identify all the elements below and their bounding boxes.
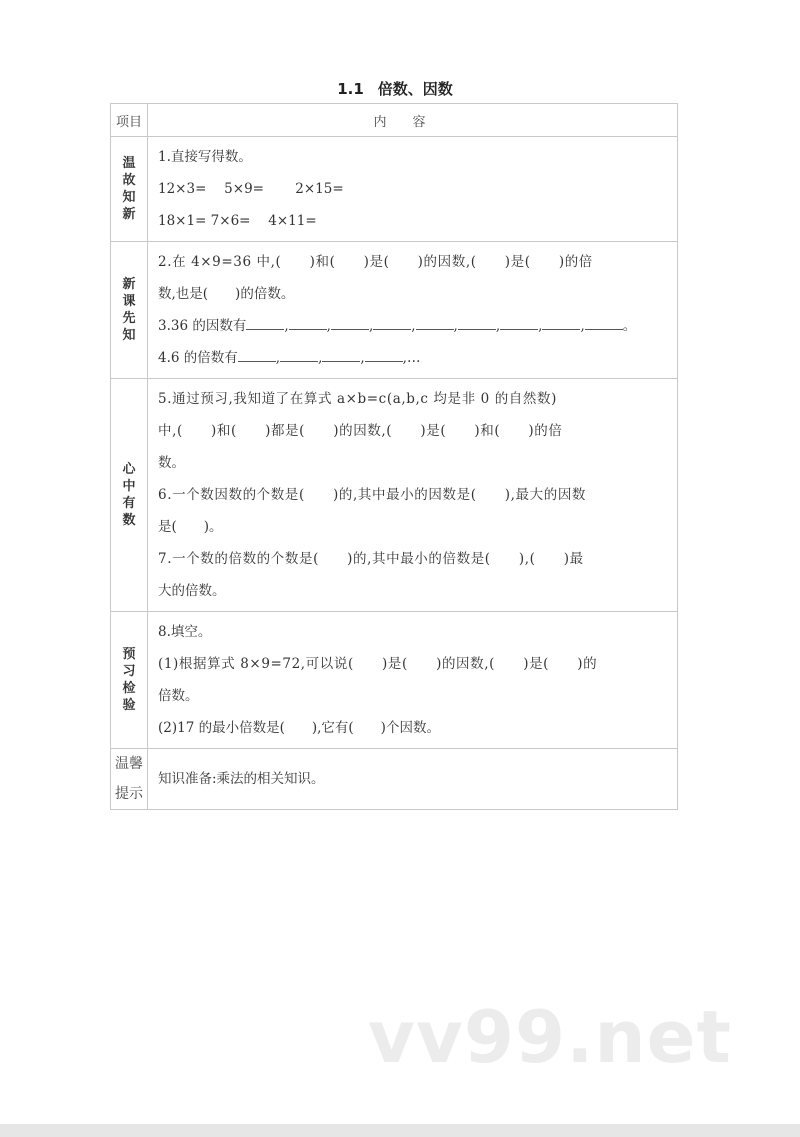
question-2-line-1: 2.在 4×9=36 中,( )和( )是( )的因数,( )是( )的倍 [158, 254, 593, 270]
tip-label: 温馨 提示 [111, 749, 148, 810]
question-7-line-2: 大的倍数。 [158, 583, 226, 599]
question-5-line-2: 中,( )和( )都是( )的因数,( )是( )和( )的倍 [158, 423, 563, 439]
answer-blank[interactable] [238, 347, 276, 362]
tip-row [111, 749, 678, 810]
page-bottom-edge [0, 1124, 800, 1137]
title-text: 倍数、因数 [377, 80, 453, 98]
answer-blank[interactable] [280, 347, 318, 362]
header-content: 内容 [148, 104, 678, 137]
section-review-row [111, 137, 678, 242]
question-7-line-1: 7.一个数的倍数的个数是( )的,其中最小的倍数是( ),( )最 [158, 551, 584, 567]
question-8-sub-1-line-1: (1)根据算式 8×9=72,可以说( )是( )的因数,( )是( )的 [158, 656, 598, 672]
question-8-sub-1-line-2: 倍数。 [158, 688, 199, 704]
tip-content [148, 749, 678, 810]
question-5-line-3: 数。 [158, 455, 185, 471]
section-content-check [148, 612, 678, 749]
section-content-mind [148, 379, 678, 612]
question-6-line-2: 是( )。 [158, 519, 223, 535]
section-preview-row [111, 242, 678, 379]
section-content-review [148, 137, 678, 242]
section-label-mind: 心 中 有 数 [111, 379, 148, 612]
question-8: 8.填空。 [158, 624, 212, 640]
table-header-row [111, 104, 678, 137]
section-label-preview: 新 课 先 知 [111, 242, 148, 379]
study-plan-table [110, 103, 678, 810]
answer-blank[interactable] [542, 315, 580, 330]
watermark: vv99.net [368, 995, 732, 1079]
header-project: 项目 [111, 104, 148, 137]
section-label-check: 预 习 检 验 [111, 612, 148, 749]
answer-blank[interactable] [331, 315, 369, 330]
answer-blank[interactable] [289, 315, 327, 330]
question-3: 3.36 的因数有 , , , , , , , , 。 [158, 310, 671, 342]
question-1: 1.直接写得数。 [158, 149, 252, 165]
answer-blank[interactable] [322, 347, 360, 362]
answer-blank[interactable] [416, 315, 454, 330]
answer-blank[interactable] [246, 315, 284, 330]
title-number: 1.1 [337, 80, 364, 98]
answer-blank[interactable] [373, 315, 411, 330]
tip-text: 知识准备:乘法的相关知识。 [158, 771, 325, 787]
answer-blank[interactable] [458, 315, 496, 330]
section-check-row [111, 612, 678, 749]
question-2-line-2: 数,也是( )的倍数。 [158, 286, 295, 302]
answer-blank[interactable] [585, 315, 623, 330]
page-title [0, 78, 790, 99]
answer-blank[interactable] [365, 347, 403, 362]
section-content-preview [148, 242, 678, 379]
answer-blank[interactable] [500, 315, 538, 330]
question-4: 4.6 的倍数有 , , , ,… [158, 342, 671, 374]
question-8-sub-2: (2)17 的最小倍数是( ),它有( )个因数。 [158, 720, 440, 736]
question-5-line-1: 5.通过预习,我知道了在算式 a×b=c(a,b,c 均是非 0 的自然数) [158, 391, 557, 407]
question-1-row-1: 12×3= 5×9= 2×15= [158, 181, 344, 197]
section-label-review: 温 故 知 新 [111, 137, 148, 242]
section-mind-row [111, 379, 678, 612]
question-1-row-2: 18×1= 7×6= 4×11= [158, 213, 317, 229]
question-6-line-1: 6.一个数因数的个数是( )的,其中最小的因数是( ),最大的因数 [158, 487, 587, 503]
